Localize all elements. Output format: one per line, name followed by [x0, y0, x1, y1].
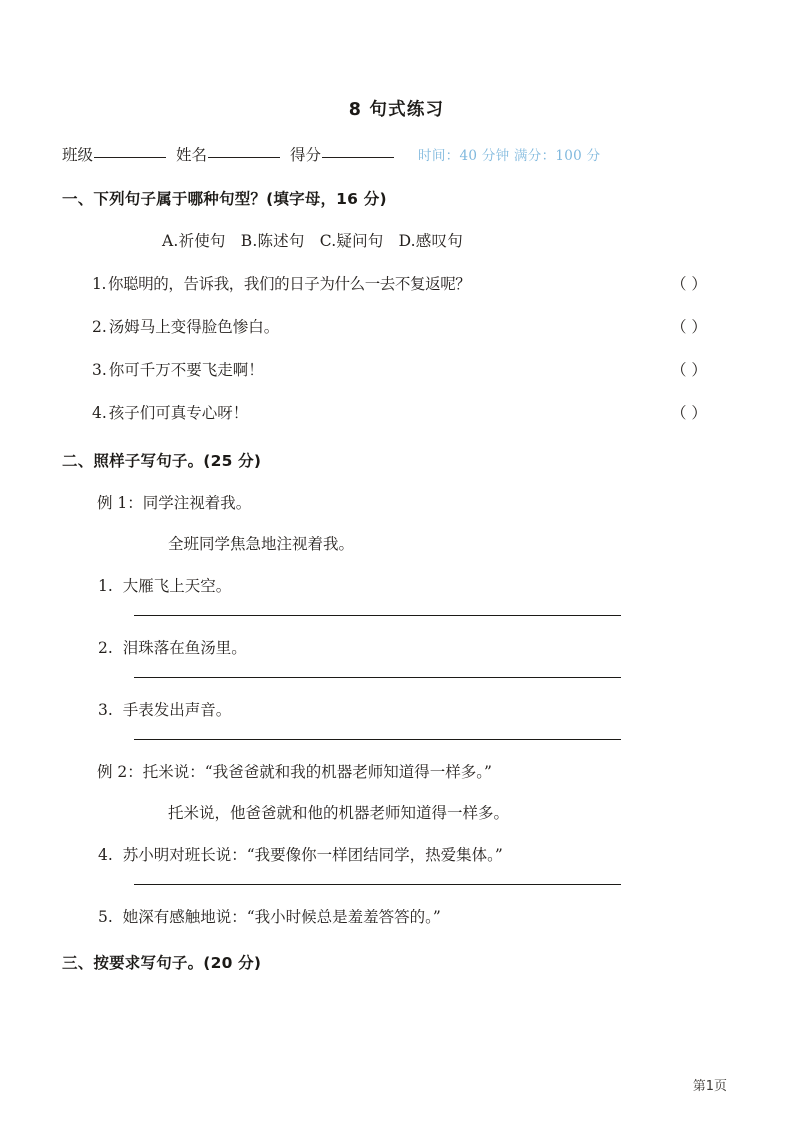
example-2-answer: 托米说，他爸爸就和他的机器老师知道得一样多。: [168, 804, 510, 822]
exam-meta-info: 时间：40 分钟 满分：100 分: [418, 148, 601, 164]
item-number: 5.: [98, 908, 113, 926]
item-text: 手表发出声音。: [122, 701, 232, 719]
question-item: [62, 358, 731, 380]
question-text: 你可千万不要飞走啊！: [108, 361, 264, 379]
choice-b: B.陈述句: [240, 232, 305, 250]
item-text: 泪珠落在鱼汤里。: [122, 639, 247, 657]
question-text: 你聪明的，告诉我，我们的日子为什么一去不复返呢？: [108, 275, 471, 293]
score-field: [290, 143, 394, 165]
item-number: 2.: [98, 639, 113, 657]
answer-parenthesis[interactable]: （ ）: [671, 361, 707, 379]
class-field: [62, 143, 166, 165]
class-blank[interactable]: [94, 157, 166, 158]
name-label: 姓名: [176, 146, 208, 164]
item-number: 4.: [98, 846, 113, 864]
score-blank[interactable]: [322, 157, 394, 158]
exercise-item: [62, 843, 731, 865]
question-text: 孩子们可真专心呀！: [108, 404, 249, 422]
answer-parenthesis[interactable]: （ ）: [671, 404, 707, 422]
example-2-prompt: 例 2：托米说：“我爸爸就和我的机器老师知道得一样多。”: [97, 763, 492, 781]
page-number-footer: 第1页: [692, 1079, 727, 1094]
item-text: 苏小明对班长说：“我要像你一样团结同学，热爱集体。”: [122, 846, 503, 864]
page-title: 8 句式练习: [348, 100, 445, 120]
answer-line[interactable]: [134, 677, 621, 678]
section-1-choices: [62, 229, 731, 251]
exercise-item: [62, 636, 731, 658]
question-number: 3.: [92, 361, 107, 379]
question-text: 汤姆马上变得脸色惨白。: [108, 318, 280, 336]
student-info-row: [62, 143, 731, 165]
choice-d: D.感叹句: [398, 232, 463, 250]
answer-line[interactable]: [134, 739, 621, 740]
example-1-answer: 全班同学焦急地注视着我。: [168, 535, 355, 553]
name-blank[interactable]: [208, 157, 280, 158]
exercise-item: [62, 698, 731, 720]
question-number: 1.: [92, 275, 106, 293]
item-number: 1.: [98, 577, 113, 595]
item-text: 大雁飞上天空。: [122, 577, 232, 595]
choice-c: C.疑问句: [319, 232, 384, 250]
example-1-prompt: 例 1：同学注视着我。: [97, 494, 252, 512]
question-number: 4.: [92, 404, 107, 422]
question-item: [62, 401, 731, 423]
item-number: 3.: [98, 701, 113, 719]
item-text: 她深有感触地说：“我小时候总是羞羞答答的。”: [122, 908, 441, 926]
class-label: 班级: [62, 146, 94, 164]
answer-line[interactable]: [134, 615, 621, 616]
question-item: [62, 315, 731, 337]
answer-parenthesis[interactable]: （ ）: [671, 275, 707, 293]
exercise-item: [62, 905, 731, 927]
question-item: [62, 272, 731, 294]
answer-parenthesis[interactable]: （ ）: [671, 318, 707, 336]
choice-a: A.祈使句: [162, 232, 226, 250]
exercise-item: [62, 574, 731, 596]
name-field: [176, 143, 280, 165]
score-label: 得分: [290, 146, 322, 164]
answer-line[interactable]: [134, 884, 621, 885]
section-2-heading: 二、照样子写句子。(25 分): [62, 452, 262, 470]
section-3-heading: 三、按要求写句子。(20 分): [62, 954, 262, 972]
question-number: 2.: [92, 318, 107, 336]
section-1-heading: 一、下列句子属于哪种句型？(填字母，16 分): [62, 190, 387, 208]
